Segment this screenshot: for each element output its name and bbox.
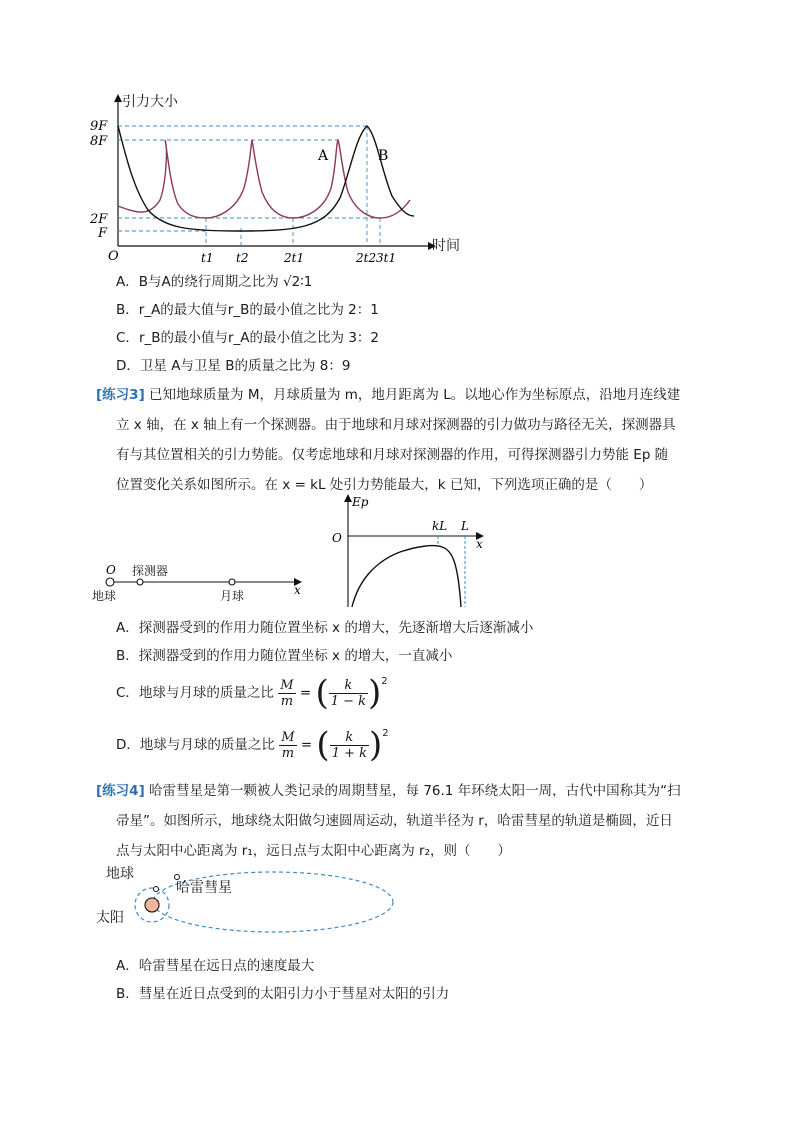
- curve-label-b: B: [378, 148, 389, 164]
- svg-text:O: O: [106, 563, 116, 577]
- q1-option-c: C．r_B的最小值与r_A的最小值之比为 3：2: [116, 330, 380, 346]
- x-tick-t1: t1: [201, 251, 214, 265]
- ex4-option-b: B．彗星在近日点受到的太阳引力小于彗星对太阳的引力: [116, 986, 450, 1002]
- orbit-diagram: [130, 866, 400, 946]
- q1-option-d: D．卫星 A与卫星 B的质量之比为 8：9: [116, 358, 351, 374]
- x-axis-title: 时间: [432, 238, 460, 254]
- ep-curve: [352, 546, 461, 607]
- y-tick-2f: 2F: [90, 212, 108, 227]
- earth-label: 地球: [92, 589, 117, 603]
- x-tick-t2: t2: [236, 251, 249, 265]
- svg-text:kL: kL: [432, 519, 448, 533]
- ex3-label: [练习3]: [96, 387, 145, 403]
- ex3-option-a: A．探测器受到的作用力随位置坐标 x 的增大，先逐渐增大后逐渐减小: [116, 620, 534, 636]
- y-tick-9f: 9F: [90, 119, 108, 134]
- earth-icon: [154, 887, 159, 892]
- svg-text:Ep: Ep: [352, 495, 369, 509]
- earth-moon-diagram: [88, 560, 318, 610]
- probe-label: 探测器: [132, 564, 169, 578]
- guide-lines: [118, 126, 380, 246]
- y-axis-title: 引力大小: [122, 94, 178, 110]
- svg-text:x: x: [294, 583, 301, 597]
- ex3-option-d: D．地球与月球的质量之比 $\frac{M}{m}$ = ( $\frac{k}{1 + k}$ )2: [116, 725, 389, 765]
- earth-label-orbit: 地球: [106, 866, 134, 882]
- q1-option-a: A．B与A的绕行周期之比为 √2∶1: [116, 274, 313, 290]
- curve-label-a: A: [318, 148, 329, 164]
- sun-icon: [145, 898, 159, 912]
- comet-label: 哈雷彗星: [176, 880, 232, 896]
- earth-dot: [106, 578, 114, 586]
- y-tick-f: F: [98, 226, 108, 241]
- x-tick-3t1: 3t1: [376, 251, 397, 265]
- ex3-option-b: B．探测器受到的作用力随位置坐标 x 的增大，一直减小: [116, 648, 453, 664]
- ex4-option-a: A．哈雷彗星在远日点的速度最大: [116, 958, 315, 974]
- curve-a: [118, 140, 410, 218]
- y-tick-8f: 8F: [90, 134, 108, 149]
- ex3-option-c: C．地球与月球的质量之比 $\frac{M}{m}$ = ( $\frac{k}{1 - k}$ )2: [116, 673, 388, 713]
- moon-label: 月球: [220, 589, 245, 603]
- x-tick-2t2: 2t2: [356, 251, 377, 265]
- moon-dot: [229, 579, 235, 585]
- svg-text:L: L: [461, 519, 469, 533]
- ex3-stem: [练习3] 已知地球质量为 M，月球质量为 m，地月距离为 L。以地心作为坐标原点，沿地月连线建 立 x 轴，在 x 轴上有一个探测器。由于地球和月球对探测器的引力做功与路径无关，探测器具 有与其位置相关的引力势能。仅考虑地球和月球对探测器的作用，可得探测器引力势能 Ep 随 位置变化关系如图所示。在 x = kL 处引力势能最大，k 已知，下列选项正确的是（ ）: [96, 387, 681, 493]
- svg-text:O: O: [332, 531, 342, 545]
- gravity-time-chart: [88, 88, 468, 270]
- q1-option-b: B．r_A的最大值与r_B的最小值之比为 2：1: [116, 302, 379, 318]
- ex4-label: [练习4]: [96, 783, 145, 799]
- potential-energy-chart: [330, 492, 490, 610]
- ex4-stem: [练习4] 哈雷彗星是第一颗被人类记录的周期彗星，每 76.1 年环绕太阳一周，古代中国称其为“扫 帚星”。如图所示，地球绕太阳做匀速圆周运动，轨道半径为 r，哈雷彗星的轨道是椭圆，近日 点与太阳中心距离为 r₁，远日点与太阳中心距离为 r₂，则（ ）: [96, 783, 681, 859]
- x-tick-2t1: 2t1: [284, 251, 305, 265]
- y-axis-arrow: [114, 94, 122, 102]
- origin-label: O: [108, 249, 119, 264]
- sun-label: 太阳: [96, 910, 124, 926]
- svg-text:x: x: [476, 537, 483, 551]
